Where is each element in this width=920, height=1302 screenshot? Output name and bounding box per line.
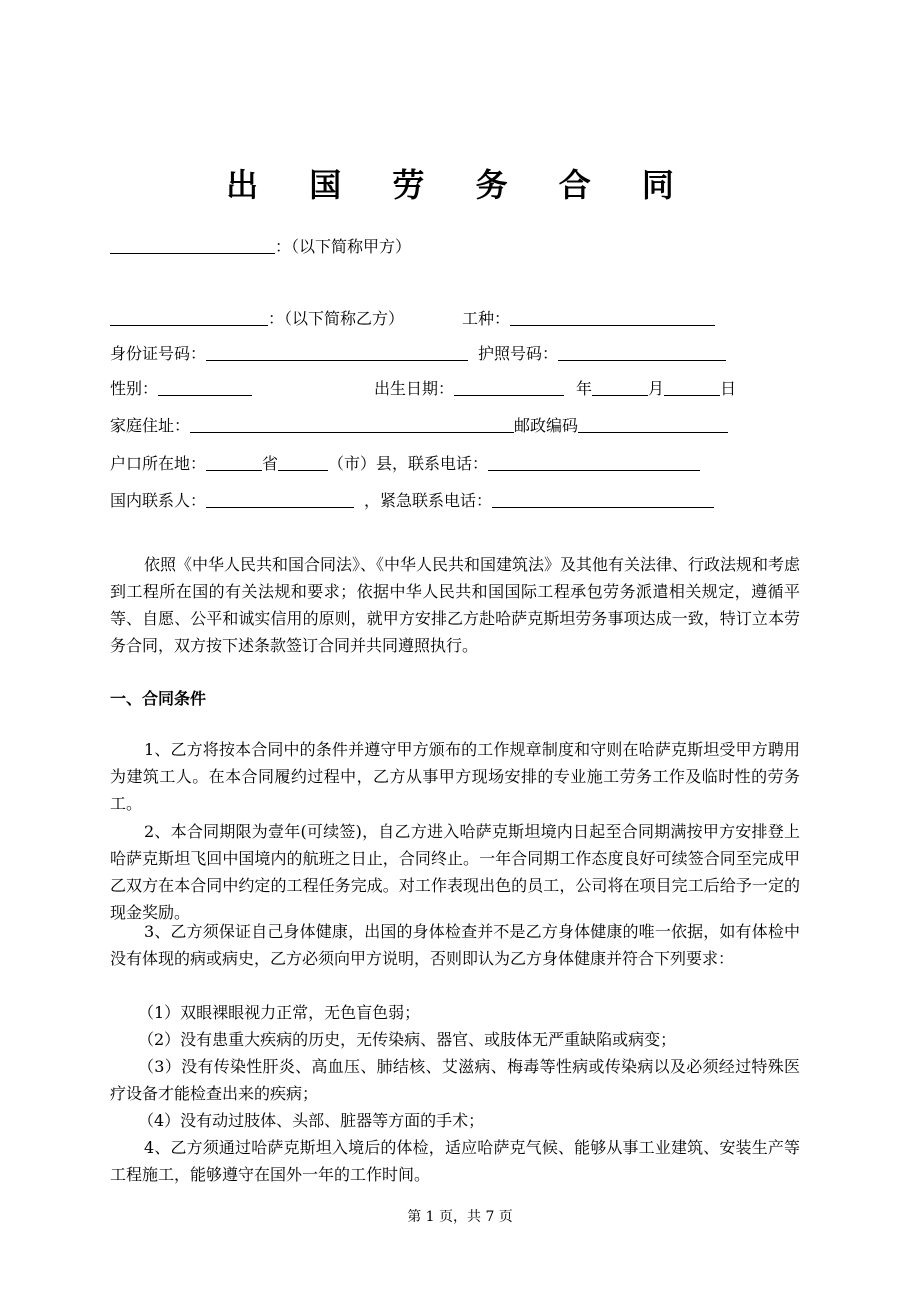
passport-blank[interactable] xyxy=(558,344,726,361)
intro-paragraph: 依照《中华人民共和国合同法》、《中华人民共和国建筑法》及其他有关法律、行政法规和考虑到工程所在国的有关法规和要求；依据中华人民共和国国际工程承包劳务派遣相关规定，遵循平等、自愿、公平和诚实信用的原则，就甲方安排乙方赴哈萨克斯坦劳务事项达成一致，特订立本劳务合同，双方按下述条款签订合同并共同遵照执行。 xyxy=(110,555,801,655)
clause-1: 1、乙方将按本合同中的条件并遵守甲方颁布的工作规章制度和守则在哈萨克斯坦受甲方聘用为建筑工人。在本合同履约过程中，乙方从事甲方现场安排的专业施工劳务工作及临时性的劳务工。 xyxy=(110,740,800,813)
month-label: 月 xyxy=(648,379,665,398)
job-label: 工种： xyxy=(462,309,511,328)
party-b-suffix: ：（以下简称乙方） xyxy=(268,309,405,328)
phone-blank[interactable] xyxy=(488,454,700,471)
requirement-4: （4）没有动过肢体、头部、脏器等方面的手术； xyxy=(138,1111,485,1130)
birth-label: 出生日期： xyxy=(374,379,455,398)
party-a-blank[interactable] xyxy=(110,237,275,254)
party-b-line xyxy=(110,307,715,331)
party-a-suffix: ：（以下简称甲方） xyxy=(275,237,412,256)
id-line xyxy=(110,342,726,366)
party-a-line xyxy=(110,235,411,259)
city-county-label: （市）县，联系电话： xyxy=(328,454,489,473)
id-blank[interactable] xyxy=(206,344,468,361)
id-label: 身份证号码： xyxy=(110,344,207,363)
city-blank[interactable] xyxy=(278,454,328,471)
party-b-blank[interactable] xyxy=(110,309,268,326)
birth-day-blank[interactable] xyxy=(664,379,720,396)
requirements-list xyxy=(110,999,800,1134)
postcode-blank[interactable] xyxy=(578,416,728,433)
section-heading: 一、合同条件 xyxy=(110,689,207,708)
emergency-label: ，紧急联系电话： xyxy=(364,491,493,510)
gender-label: 性别： xyxy=(110,379,159,398)
document-title: 出 国 劳 务 合 同 xyxy=(226,166,694,204)
domestic-contact-blank[interactable] xyxy=(206,491,354,508)
clause-3: 3、乙方须保证自己身体健康，出国的身体检查并不是乙方身体健康的唯一依据，如有体检中没有体现的病或病史，乙方必须向甲方说明，否则即认为乙方身体健康并符合下列要求： xyxy=(110,922,800,968)
gender-birth-line xyxy=(110,377,736,401)
page-number: 第 1 页，共 7 页 xyxy=(407,1209,513,1225)
postcode-label: 邮政编码 xyxy=(514,416,579,435)
hukou-line xyxy=(110,452,700,476)
birth-year-blank[interactable] xyxy=(454,379,564,396)
address-label: 家庭住址： xyxy=(110,416,191,435)
hukou-label: 户口所在地： xyxy=(110,454,207,473)
requirement-2: （2）没有患重大疾病的历史，无传染病、器官、或肢体无严重缺陷或病变； xyxy=(138,1030,677,1049)
year-label: 年 xyxy=(576,379,593,398)
birth-month-blank[interactable] xyxy=(592,379,648,396)
job-blank[interactable] xyxy=(510,309,715,326)
emergency-phone-blank[interactable] xyxy=(492,491,714,508)
requirement-1: （1）双眼裸眼视力正常，无色盲色弱； xyxy=(138,1003,421,1022)
province-blank[interactable] xyxy=(206,454,262,471)
clause-2: 2、本合同期限为壹年(可续签)，自乙方进入哈萨克斯坦境内日起至合同期满按甲方安排登上哈萨克斯坦飞回中国境内的航班之日止，合同终止。一年合同期工作态度良好可续签合同至完成甲乙双方在本合同中约定的工程任务完成。对工作表现出色的员工，公司将在项目完工后给予一定的现金奖励。 xyxy=(110,822,800,922)
province-label: 省 xyxy=(262,454,279,473)
clause-4: 4、乙方须通过哈萨克斯坦入境后的体检，适应哈萨克气候、能够从事工业建筑、安装生产等工程施工，能够遵守在国外一年的工作时间。 xyxy=(110,1138,800,1184)
address-line xyxy=(110,414,728,438)
domestic-contact-label: 国内联系人： xyxy=(110,491,207,510)
day-label: 日 xyxy=(720,379,737,398)
passport-label: 护照号码： xyxy=(478,344,559,363)
address-blank[interactable] xyxy=(190,416,514,433)
requirement-3: （3）没有传染性肝炎、高血压、肺结核、艾滋病、梅毒等性病或传染病以及必须经过特殊医疗设备才能检查出来的疾病； xyxy=(110,1057,800,1103)
gender-blank[interactable] xyxy=(158,379,252,396)
contact-line xyxy=(110,489,714,513)
